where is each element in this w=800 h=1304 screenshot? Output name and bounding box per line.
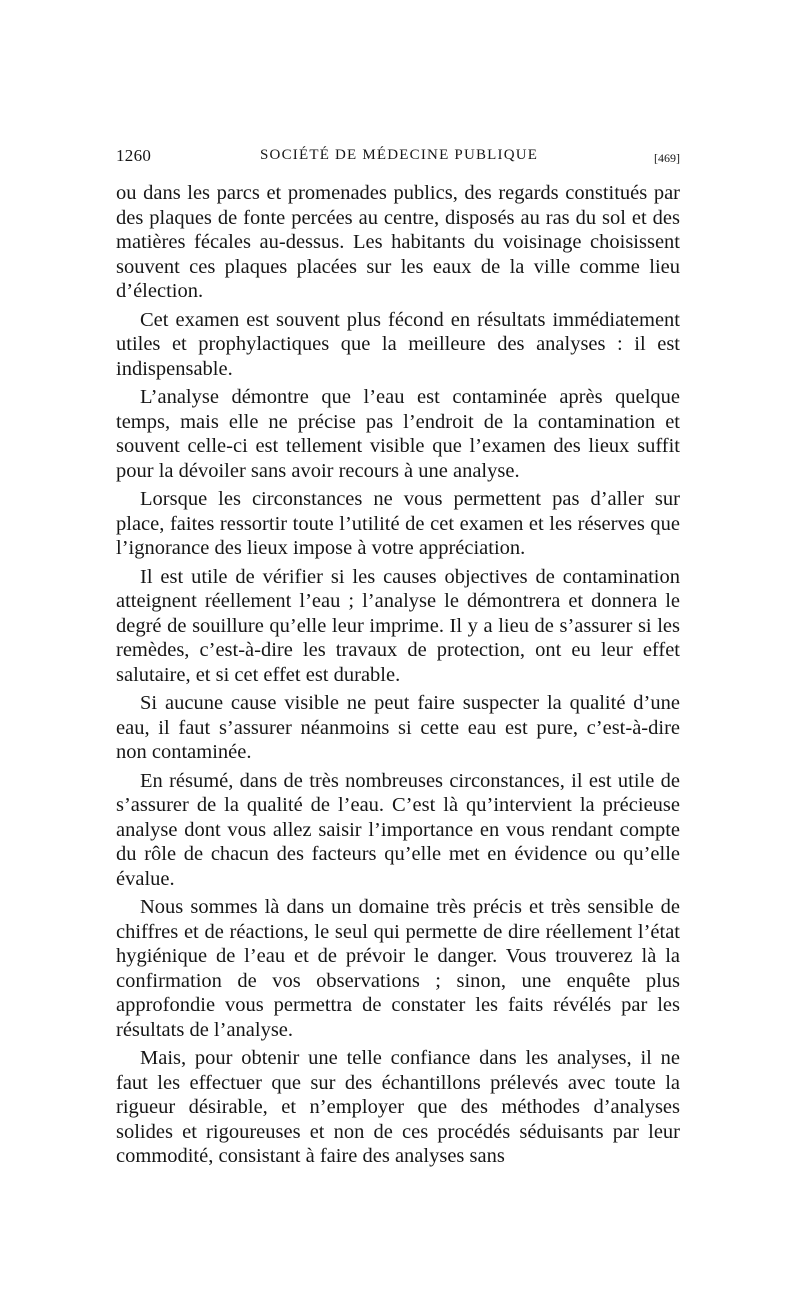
paragraph: Il est utile de vérifier si les causes objectives de contamination atteignent réellement l’eau ; l’analyse le démontrera et donnera le degré de souillure qu’elle leur imprime. Il y a lieu de s’assurer si les remèdes, c’est-à-dire les travaux de protection, ont eu leur effet salutaire, et si cet effet est durable. [116, 565, 680, 686]
page-number: 1260 [116, 146, 152, 165]
paragraph: En résumé, dans de très nombreuses circonstances, il est utile de s’assurer de la qualité de l’eau. C’est là qu’intervient la précieuse analyse dont vous allez saisir l’importance en vous rendant compte du rôle de chacun des facteurs qu’elle met en évidence ou qu’elle évalue. [116, 769, 680, 890]
journal-title: SOCIÉTÉ DE MÉDECINE PUBLIQUE [260, 147, 539, 163]
paragraph-continued: ou dans les parcs et promenades publics, des regards constitués par des plaques de fonte percées au centre, disposés au ras du sol et des matières fécales au-dessus. Les habitants du voisinage choisissent souvent ces plaques placées sur les eaux de la ville comme lieu d’élection. [116, 182, 680, 302]
paragraph: Lorsque les circonstances ne vous permettent pas d’aller sur place, faites ressortir toute l’utilité de cet examen et les réserves que l’ignorance des lieux impose à votre appréciation. [116, 488, 680, 559]
paragraph: Nous sommes là dans un domaine très précis et très sensible de chiffres et de réactions, le seul qui permette de dire réellement l’état hygiénique de l’eau et de prévoir le danger. Vous trouverez là la confirmation de vos observations ; sinon, une enquête plus approfondie vous permettra de constater les faits révélés par les résultats de l’analyse. [116, 896, 680, 1041]
body-text [116, 181, 680, 1173]
paragraph: L’analyse démontre que l’eau est contaminée après quelque temps, mais elle ne précise pas l’endroit de la contamination et souvent celle-ci est tellement visible que l’examen des lieux suffit pour la dévoiler sans avoir recours à une analyse. [116, 386, 680, 482]
paragraph: Cet examen est souvent plus fécond en résultats immédiatement utiles et prophylactiques que la meilleure des analyses : il est indispensable. [116, 308, 680, 380]
running-header [116, 146, 680, 170]
original-page-reference: [469] [654, 151, 680, 165]
paragraph: Mais, pour obtenir une telle confiance dans les analyses, il ne faut les effectuer que sur des échantillons prélevés avec toute la rigueur désirable, et n’employer que des méthodes d’analyses solides et rigoureuses et non de ces procédés séduisants par leur commodité, consistant à faire des analyses sans [116, 1047, 680, 1167]
paragraph: Si aucune cause visible ne peut faire suspecter la qualité d’une eau, il faut s’assurer néanmoins si cette eau est pure, c’est-à-dire non contaminée. [116, 692, 680, 763]
